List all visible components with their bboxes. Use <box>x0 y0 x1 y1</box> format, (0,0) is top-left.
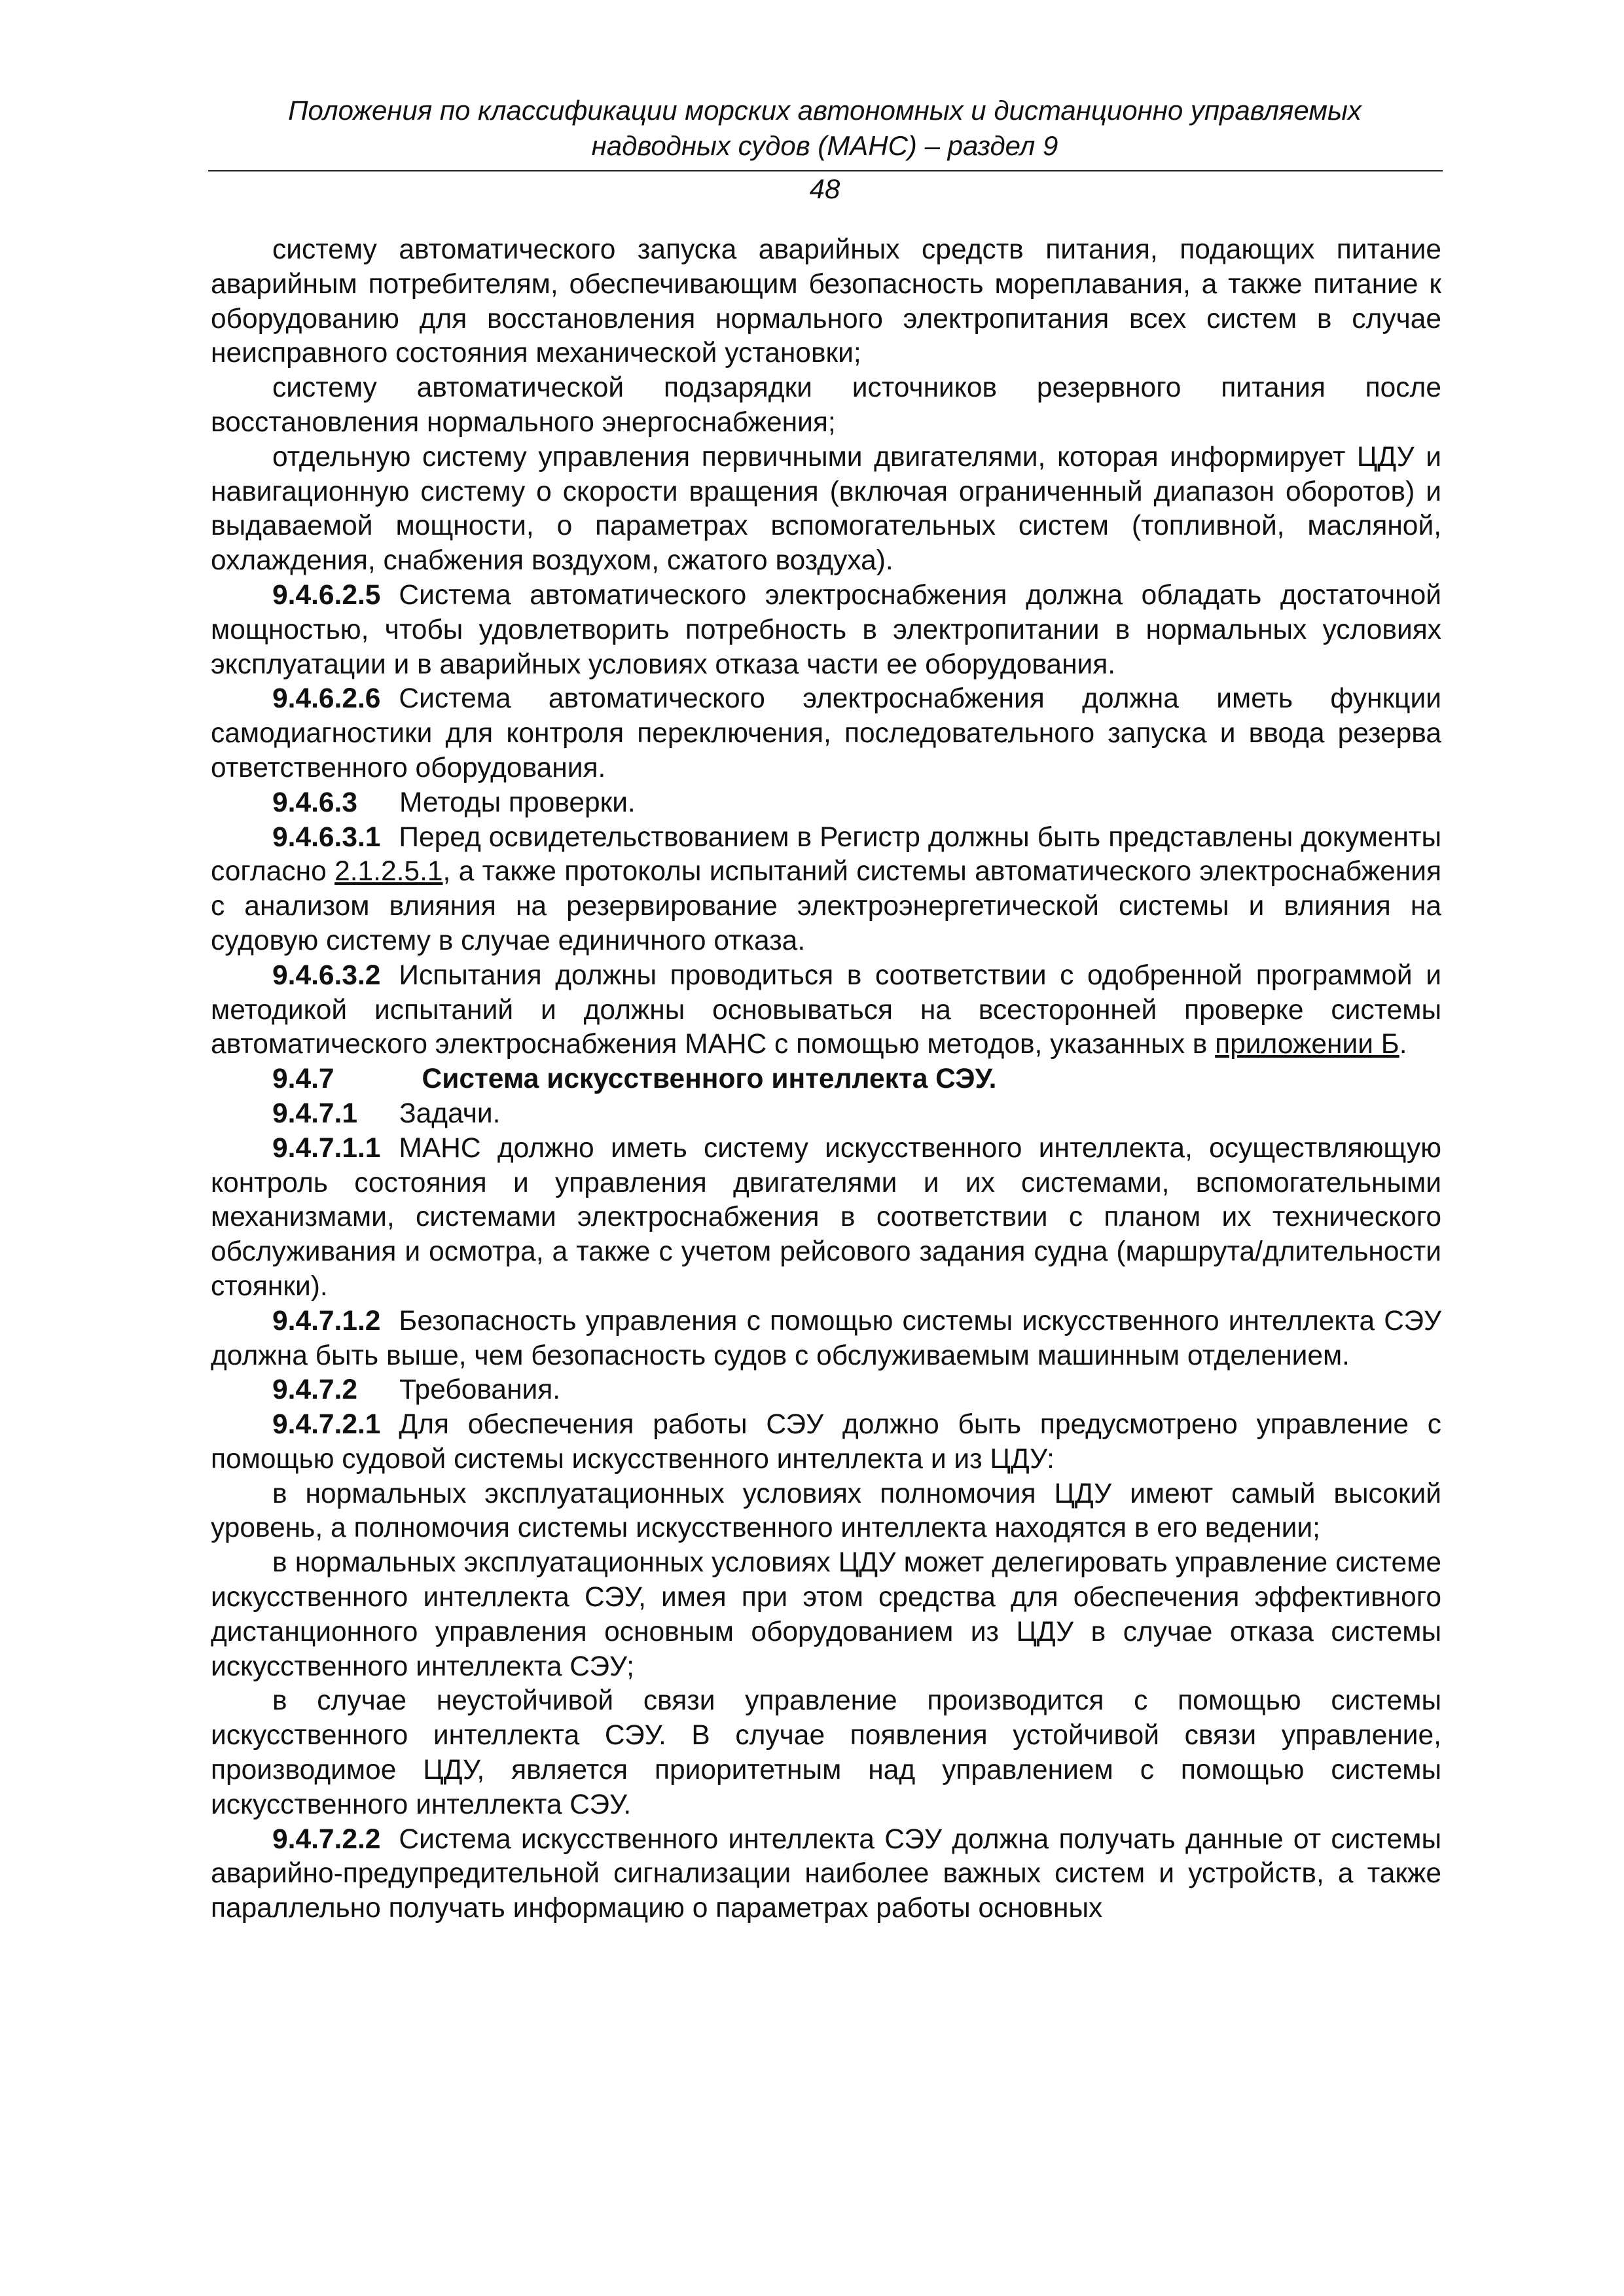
paragraph: отдельную систему управления первичными двигателями, которая информирует ЦДУ и навигационную систему о скорости вращения (включая ограниченный диапазон оборотов) и выдаваемой мощности, о параметрах вспомогательных систем (топливной, масляной, охлаждения, снабжения воздухом, сжатого воздуха). <box>211 441 1441 577</box>
paragraph: в нормальных эксплуатационных условиях полномочия ЦДУ имеют самый высокий уровень, а полномочия системы искусственного интеллекта находятся в его ведении; <box>211 1478 1441 1544</box>
clause-number: 9.4.6.3.2 <box>272 960 381 991</box>
clause-9-4-7-2-2 <box>211 1823 1441 1926</box>
clause-text: . <box>1399 1029 1407 1060</box>
clause-number: 9.4.7.1.1 <box>272 1132 381 1164</box>
clause-text: , а также протоколы испытаний системы автоматического электроснабжения с анализом влияния на резервирование электроэнергетической системы и влияния на судовую систему в случае единичного отказа. <box>211 856 1441 956</box>
clause-text: Для обеспечения работы СЭУ должно быть предусмотрено управление с помощью судовой системы искусственного интеллекта и из ЦДУ: <box>211 1409 1441 1475</box>
clause-9-4-7-1-1 <box>211 1132 1441 1304</box>
clause-9-4-7-1 <box>211 1097 1441 1132</box>
clause-number: 9.4.7.1 <box>272 1098 357 1129</box>
clause-text: Задачи. <box>399 1098 501 1129</box>
clause-9-4-7-1-2 <box>211 1304 1441 1374</box>
clause-text: Система автоматического электроснабжения должна иметь функции самодиагностики для контроля переключения, последовательного запуска и ввода резерва ответственного оборудования. <box>211 683 1441 783</box>
clause-text: Требования. <box>399 1374 561 1406</box>
clause-9-4-7-2 <box>211 1373 1441 1408</box>
cross-reference-link[interactable]: 2.1.2.5.1 <box>334 856 443 888</box>
clause-text: МАНС должно иметь систему искусственного интеллекта, осуществляющую контроль состояния и управления двигателями и их системами, вспомогательными механизмами, системами электроснабжения в соответствии с планом их технического обслуживания и осмотра, а также с учетом рейсового задания судна (маршрута/длительности стоянки). <box>211 1132 1441 1302</box>
appendix-link[interactable]: приложении Б <box>1215 1029 1399 1060</box>
clause-text: Безопасность управления с помощью системы искусственного интеллекта СЭУ должна быть выше, чем безопасность судов с обслуживаемым машинным отделением. <box>211 1305 1441 1371</box>
paragraph: систему автоматической подзарядки источников резервного питания после восстановления нормального энергоснабжения; <box>211 372 1441 438</box>
page-number: 48 <box>809 173 840 204</box>
clause-number: 9.4.6.2.5 <box>272 579 381 611</box>
running-header <box>209 93 1440 164</box>
paragraph: систему автоматического запуска аварийных средств питания, подающих питание аварийным потребителям, обеспечивающим безопасность мореплавания, а также питание к оборудованию для восстановления нормального электропитания всех систем в случае неисправного состояния механической установки; <box>211 234 1441 369</box>
header-divider <box>208 170 1443 171</box>
clause-text: Испытания должны проводиться в соответствии с одобренной программой и методикой испытаний и должны основываться на всесторонней проверке системы автоматического электроснабжения МАНС с помощью методов, указанных в <box>211 960 1441 1060</box>
running-header-line-1: Положения по классификации морских автономных и дистанционно управляемых <box>288 95 1362 126</box>
clause-number: 9.4.7.2.2 <box>272 1823 381 1855</box>
clause-number: 9.4.6.3.1 <box>272 821 381 853</box>
clause-text: Система автоматического электроснабжения должна обладать достаточной мощностью, чтобы удовлетворить потребность в электропитании в нормальных условиях эксплуатации и в аварийных условиях отказа части ее оборудования. <box>211 579 1441 680</box>
clause-number: 9.4.7.2 <box>272 1374 357 1406</box>
clause-text: Методы проверки. <box>399 787 636 818</box>
clause-9-4-6-3-2 <box>211 959 1441 1062</box>
clause-number: 9.4.6.3 <box>272 787 357 818</box>
clause-9-4-7-2-1 <box>211 1408 1441 1477</box>
clause-text: Перед освидетельствованием в Регистр должны быть представлены документы согласно <box>211 821 1441 888</box>
clause-number: 9.4.7.2.1 <box>272 1409 381 1441</box>
clause-9-4-6-2-5 <box>211 579 1441 682</box>
clause-number: 9.4.7 <box>272 1064 334 1095</box>
section-title: Система искусственного интеллекта СЭУ. <box>422 1064 997 1095</box>
clause-9-4-6-3-1 <box>211 821 1441 959</box>
paragraph: в случае неустойчивой связи управление производится с помощью системы искусственного интеллекта СЭУ. В случае появления устойчивой связи управление, производимое ЦДУ, является приоритетным над управлением с помощью системы искусственного интеллекта СЭУ. <box>211 1685 1441 1820</box>
document-body <box>211 233 1441 1926</box>
clause-9-4-6-3 <box>211 786 1441 821</box>
paragraph: в нормальных эксплуатационных условиях ЦДУ может делегировать управление системе искусственного интеллекта СЭУ, имея при этом средства для обеспечения эффективного дистанционного управления основным оборудованием из ЦДУ в случае отказа системы искусственного интеллекта СЭУ; <box>211 1547 1441 1682</box>
clause-9-4-6-2-6 <box>211 682 1441 785</box>
section-heading-9-4-7 <box>211 1062 1441 1097</box>
clause-number: 9.4.6.2.6 <box>272 683 381 715</box>
clause-number: 9.4.7.1.2 <box>272 1305 381 1336</box>
clause-text: Система искусственного интеллекта СЭУ должна получать данные от системы аварийно-предупредительной сигнализации наиболее важных систем и устройств, а также параллельно получать информацию о параметрах работы основных <box>211 1823 1441 1924</box>
running-header-line-2: надводных судов (МАНС) – раздел 9 <box>591 130 1058 161</box>
